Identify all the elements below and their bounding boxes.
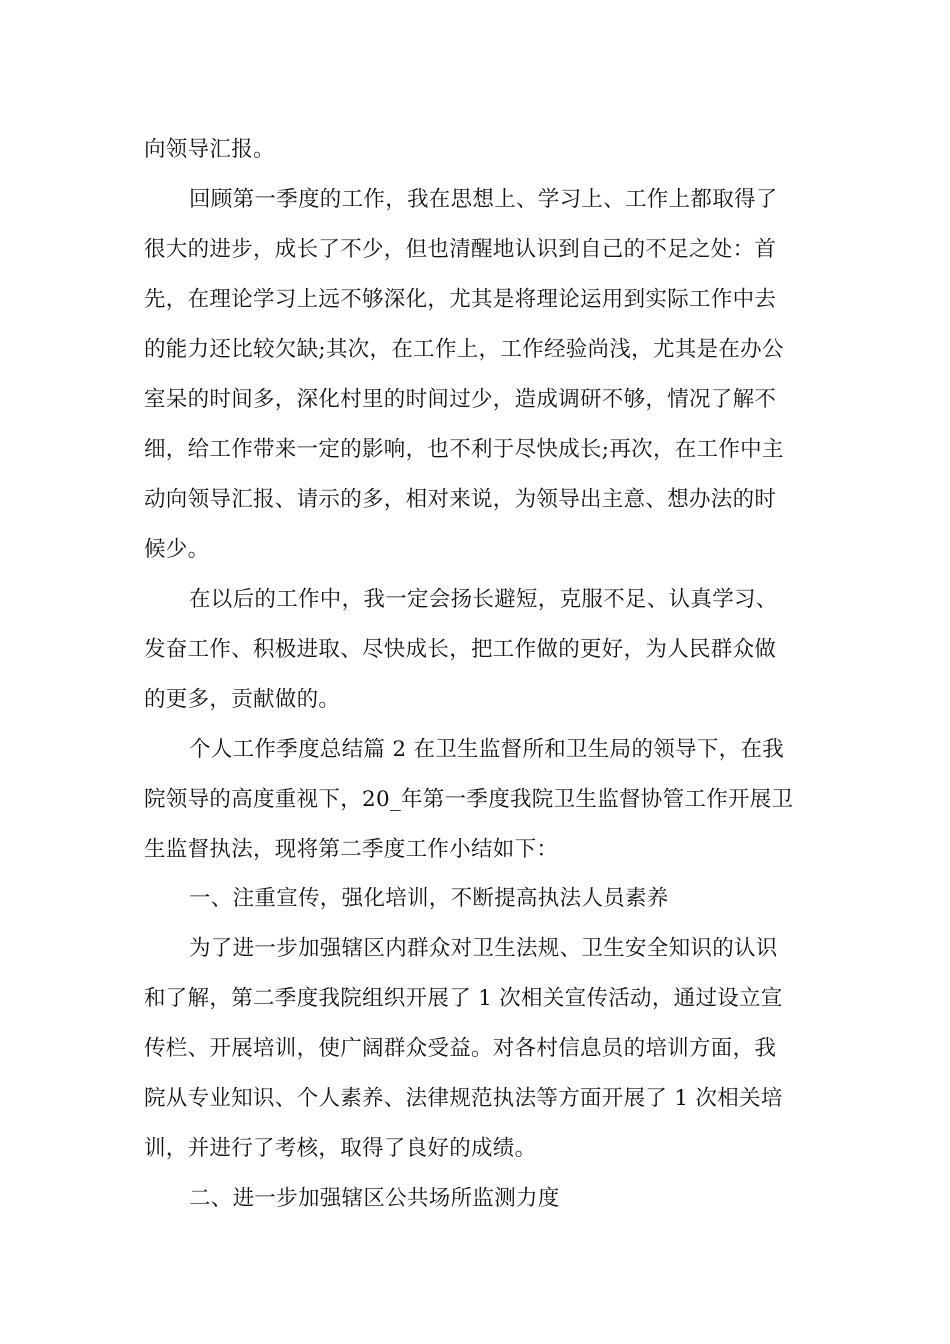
text-line: 很大的进步，成长了不少，但也清醒地认识到自己的不足之处：首	[144, 237, 777, 262]
text-line: 传栏、开展培训，使广阔群众受益。对各村信息员的培训方面，我	[144, 1036, 777, 1061]
paragraph-first-line: 回顾第一季度的工作，我在思想上、学习上、工作上都取得了	[189, 187, 778, 212]
text-line: 训，并进行了考核，取得了良好的成绩。	[144, 1136, 537, 1161]
text-line: 向领导汇报。	[144, 137, 275, 162]
text-line: 先，在理论学习上远不够深化，尤其是将理论运用到实际工作中去	[144, 287, 777, 312]
text-line: 生监督执法，现将第二季度工作小结如下：	[144, 837, 559, 862]
text-line: 室呆的时间多，深化村里的时间过少，造成调研不够，情况了解不	[144, 387, 777, 412]
text-line: 候少。	[144, 537, 210, 562]
paragraph-first-line: 个人工作季度总结篇 2 在卫生监督所和卫生局的领导下，在我	[189, 737, 785, 762]
text-line: 院从专业知识、个人素养、法律规范执法等方面开展了 1 次相关培	[144, 1086, 783, 1111]
text-line: 院领导的高度重视下，20_年第一季度我院卫生监督协管工作开展卫	[144, 787, 794, 812]
text-line: 的能力还比较欠缺;其次，在工作上，工作经验尚浅，尤其是在办公	[144, 337, 784, 362]
section-heading: 一、注重宣传，强化培训，不断提高执法人员素养	[189, 886, 669, 911]
text-line: 的更多，贡献做的。	[144, 687, 341, 712]
text-line: 和了解，第二季度我院组织开展了 1 次相关宣传活动，通过设立宣	[144, 986, 783, 1011]
text-line: 发奋工作、积极进取、尽快成长，把工作做的更好，为人民群众做	[144, 637, 777, 662]
paragraph-first-line: 为了进一步加强辖区内群众对卫生法规、卫生安全知识的认识	[189, 936, 778, 961]
text-line: 细，给工作带来一定的影响，也不利于尽快成长;再次，在工作中主	[144, 437, 784, 462]
section-heading: 二、进一步加强辖区公共场所监测力度	[189, 1186, 560, 1211]
text-line: 动向领导汇报、请示的多，相对来说，为领导出主意、想办法的时	[144, 487, 777, 512]
paragraph-first-line: 在以后的工作中，我一定会扬长避短，克服不足、认真学习、	[189, 587, 778, 612]
